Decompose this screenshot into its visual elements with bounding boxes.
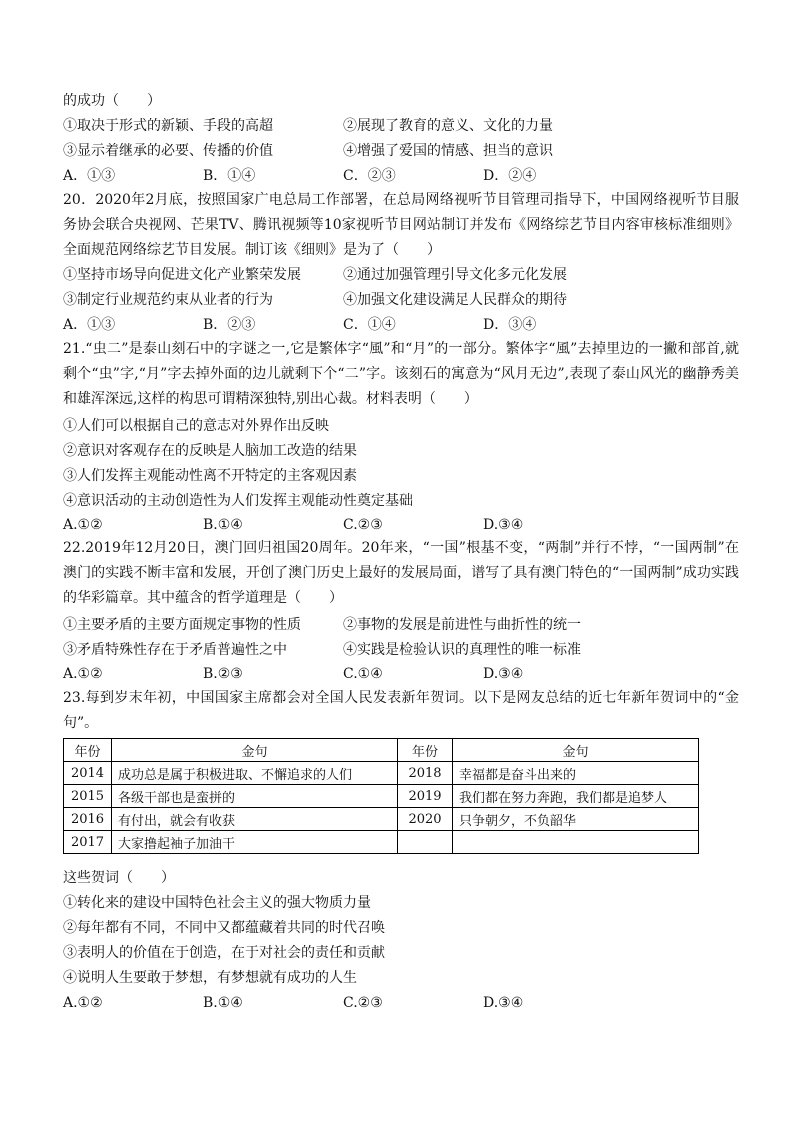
quote-cell: 幸福都是奋斗出来的 [453, 762, 699, 785]
q20-answer-a: A．①③ [63, 317, 116, 333]
q23-stem: 23.每到岁末年初，中国国家主席都会对全国人民发表新年贺词。以下是网友总结的近七年新年贺词中的“金句”。 [63, 690, 739, 731]
q22-choice-2: ②事物的发展是前进性与曲折性的统一 [343, 617, 581, 633]
header-quote-2: 金句 [453, 739, 699, 762]
year-cell: 2019 [398, 785, 453, 808]
q22-answer-a: A.①② [63, 666, 103, 682]
q20-choice-2: ②通过加强管理引导文化多元化发展 [343, 267, 567, 283]
q22-answer-c: C.①④ [343, 666, 383, 682]
q19-stem-tail: 的成功（ ） [63, 93, 161, 109]
table-row [64, 831, 699, 854]
quote-cell [453, 831, 699, 854]
q21-choice-2: ②意识对客观存在的反映是人脑加工改造的结果 [63, 443, 357, 459]
q21-choice-1: ①人们可以根据自己的意志对外界作出反映 [63, 418, 329, 434]
q21-stem: 21.“虫二”是泰山刻石中的字谜之一,它是繁体字“風”和“月”的一部分。繁体字“風”去掉里边的一撇和部首,就剩个“虫”字,“月”字去掉外面的边儿就剩下个“二”字。该刻石的寓意为“风月无边”,表现了泰山风光的幽静秀美和雄浑深远,这样的构思可谓精深独特,别出心裁。材料表明（ ） [63, 341, 739, 407]
table-row [64, 808, 699, 831]
q19-choice-2: ②展现了教育的意义、文化的力量 [343, 118, 553, 134]
table-row [64, 785, 699, 808]
q22-choice-1: ①主要矛盾的主要方面规定事物的性质 [63, 617, 301, 633]
header-year-1: 年份 [64, 739, 112, 762]
q22-choice-4: ④实践是检验认识的真理性的唯一标准 [343, 642, 581, 658]
year-cell: 2018 [398, 762, 453, 785]
q19-answer-c: C．②③ [343, 168, 396, 184]
year-cell: 2016 [64, 808, 112, 831]
q20-choice-3: ③制定行业规范约束从业者的行为 [63, 292, 273, 308]
year-cell: 2017 [64, 831, 112, 854]
q21-choice-4: ④意识活动的主动创造性为人们发挥主观能动性奠定基础 [63, 493, 413, 509]
q23-choice-1: ①转化来的建设中国特色社会主义的强大物质力量 [63, 895, 371, 911]
q19-choice-1: ①取决于形式的新颖、手段的高超 [63, 118, 273, 134]
q23-after-table: 这些贺词（ ） [63, 870, 175, 886]
q22-choice-3: ③矛盾特殊性存在于矛盾普遍性之中 [63, 642, 287, 658]
q23-choice-3: ③表明人的价值在于创造，在于对社会的责任和贡献 [63, 945, 385, 961]
year-cell: 2020 [398, 808, 453, 831]
q19-answer-a: A．①③ [63, 168, 116, 184]
q20-answer-c: C．①④ [343, 317, 396, 333]
q20-answer-d: D．③④ [483, 317, 537, 333]
quote-cell: 各级干部也是蛮拼的 [112, 785, 398, 808]
q19-choice-3: ③显示着继承的必要、传播的价值 [63, 143, 273, 159]
table-row [64, 762, 699, 785]
q19-answer-b: B．①④ [203, 168, 256, 184]
q22-answer-d: D.③④ [483, 666, 524, 682]
q20-choice-1: ①坚持市场导向促进文化产业繁荣发展 [63, 267, 301, 283]
header-quote-1: 金句 [112, 739, 398, 762]
q22-answer-b: B.②③ [203, 666, 243, 682]
quote-cell: 有付出，就会有收获 [112, 808, 398, 831]
q23-answer-a: A.①② [63, 995, 103, 1011]
quote-cell: 只争朝夕，不负韶华 [453, 808, 699, 831]
q20-stem: 20．2020年2月底，按照国家广电总局工作部署，在总局网络视听节目管理司指导下，中国网络视听节目服务协会联合央视网、芒果TV、腾讯视频等10家视听节目网站制订并发布《网络综艺节目内容审核标准细则》全面规范网络综艺节目发展。制订该《细则》是为了（ ） [63, 192, 739, 258]
q21-choice-3: ③人们发挥主观能动性离不开特定的主客观因素 [63, 468, 357, 484]
q23-answer-d: D.③④ [483, 995, 524, 1011]
golden-sentences-table [63, 738, 699, 854]
quote-cell: 成功总是属于积极进取、不懈追求的人们 [112, 762, 398, 785]
q21-answer-b: B.①④ [203, 517, 243, 533]
q20-choice-4: ④加强文化建设满足人民群众的期待 [343, 292, 567, 308]
q21-answer-d: D.③④ [483, 517, 524, 533]
quote-cell: 我们都在努力奔跑，我们都是追梦人 [453, 785, 699, 808]
q21-answer-a: A.①② [63, 517, 103, 533]
q23-choice-2: ②每年都有不同，不同中又都蕴藏着共同的时代召唤 [63, 920, 385, 936]
q20-answer-b: B．②③ [203, 317, 256, 333]
year-cell: 2015 [64, 785, 112, 808]
q23-choice-4: ④说明人生要敢于梦想，有梦想就有成功的人生 [63, 970, 357, 986]
quote-cell: 大家撸起袖子加油干 [112, 831, 398, 854]
q21-answer-c: C.②③ [343, 517, 383, 533]
q22-stem: 22.2019年12月20日，澳门回归祖国20周年。20年来，“一国”根基不变，“两制”并行不悖，“一国两制”在澳门的实践不断丰富和发展，开创了澳门历史上最好的发展局面，谱写了具有澳门特色的“一国两制”成功实践的华彩篇章。其中蕴含的哲学道理是（ ） [63, 540, 739, 606]
year-cell: 2014 [64, 762, 112, 785]
q19-answer-d: D．②④ [483, 168, 537, 184]
table-header-row [64, 739, 699, 762]
q19-choice-4: ④增强了爱国的情感、担当的意识 [343, 143, 553, 159]
year-cell [398, 831, 453, 854]
q23-answer-c: C.②③ [343, 995, 383, 1011]
q23-answer-b: B.①④ [203, 995, 243, 1011]
header-year-2: 年份 [398, 739, 453, 762]
